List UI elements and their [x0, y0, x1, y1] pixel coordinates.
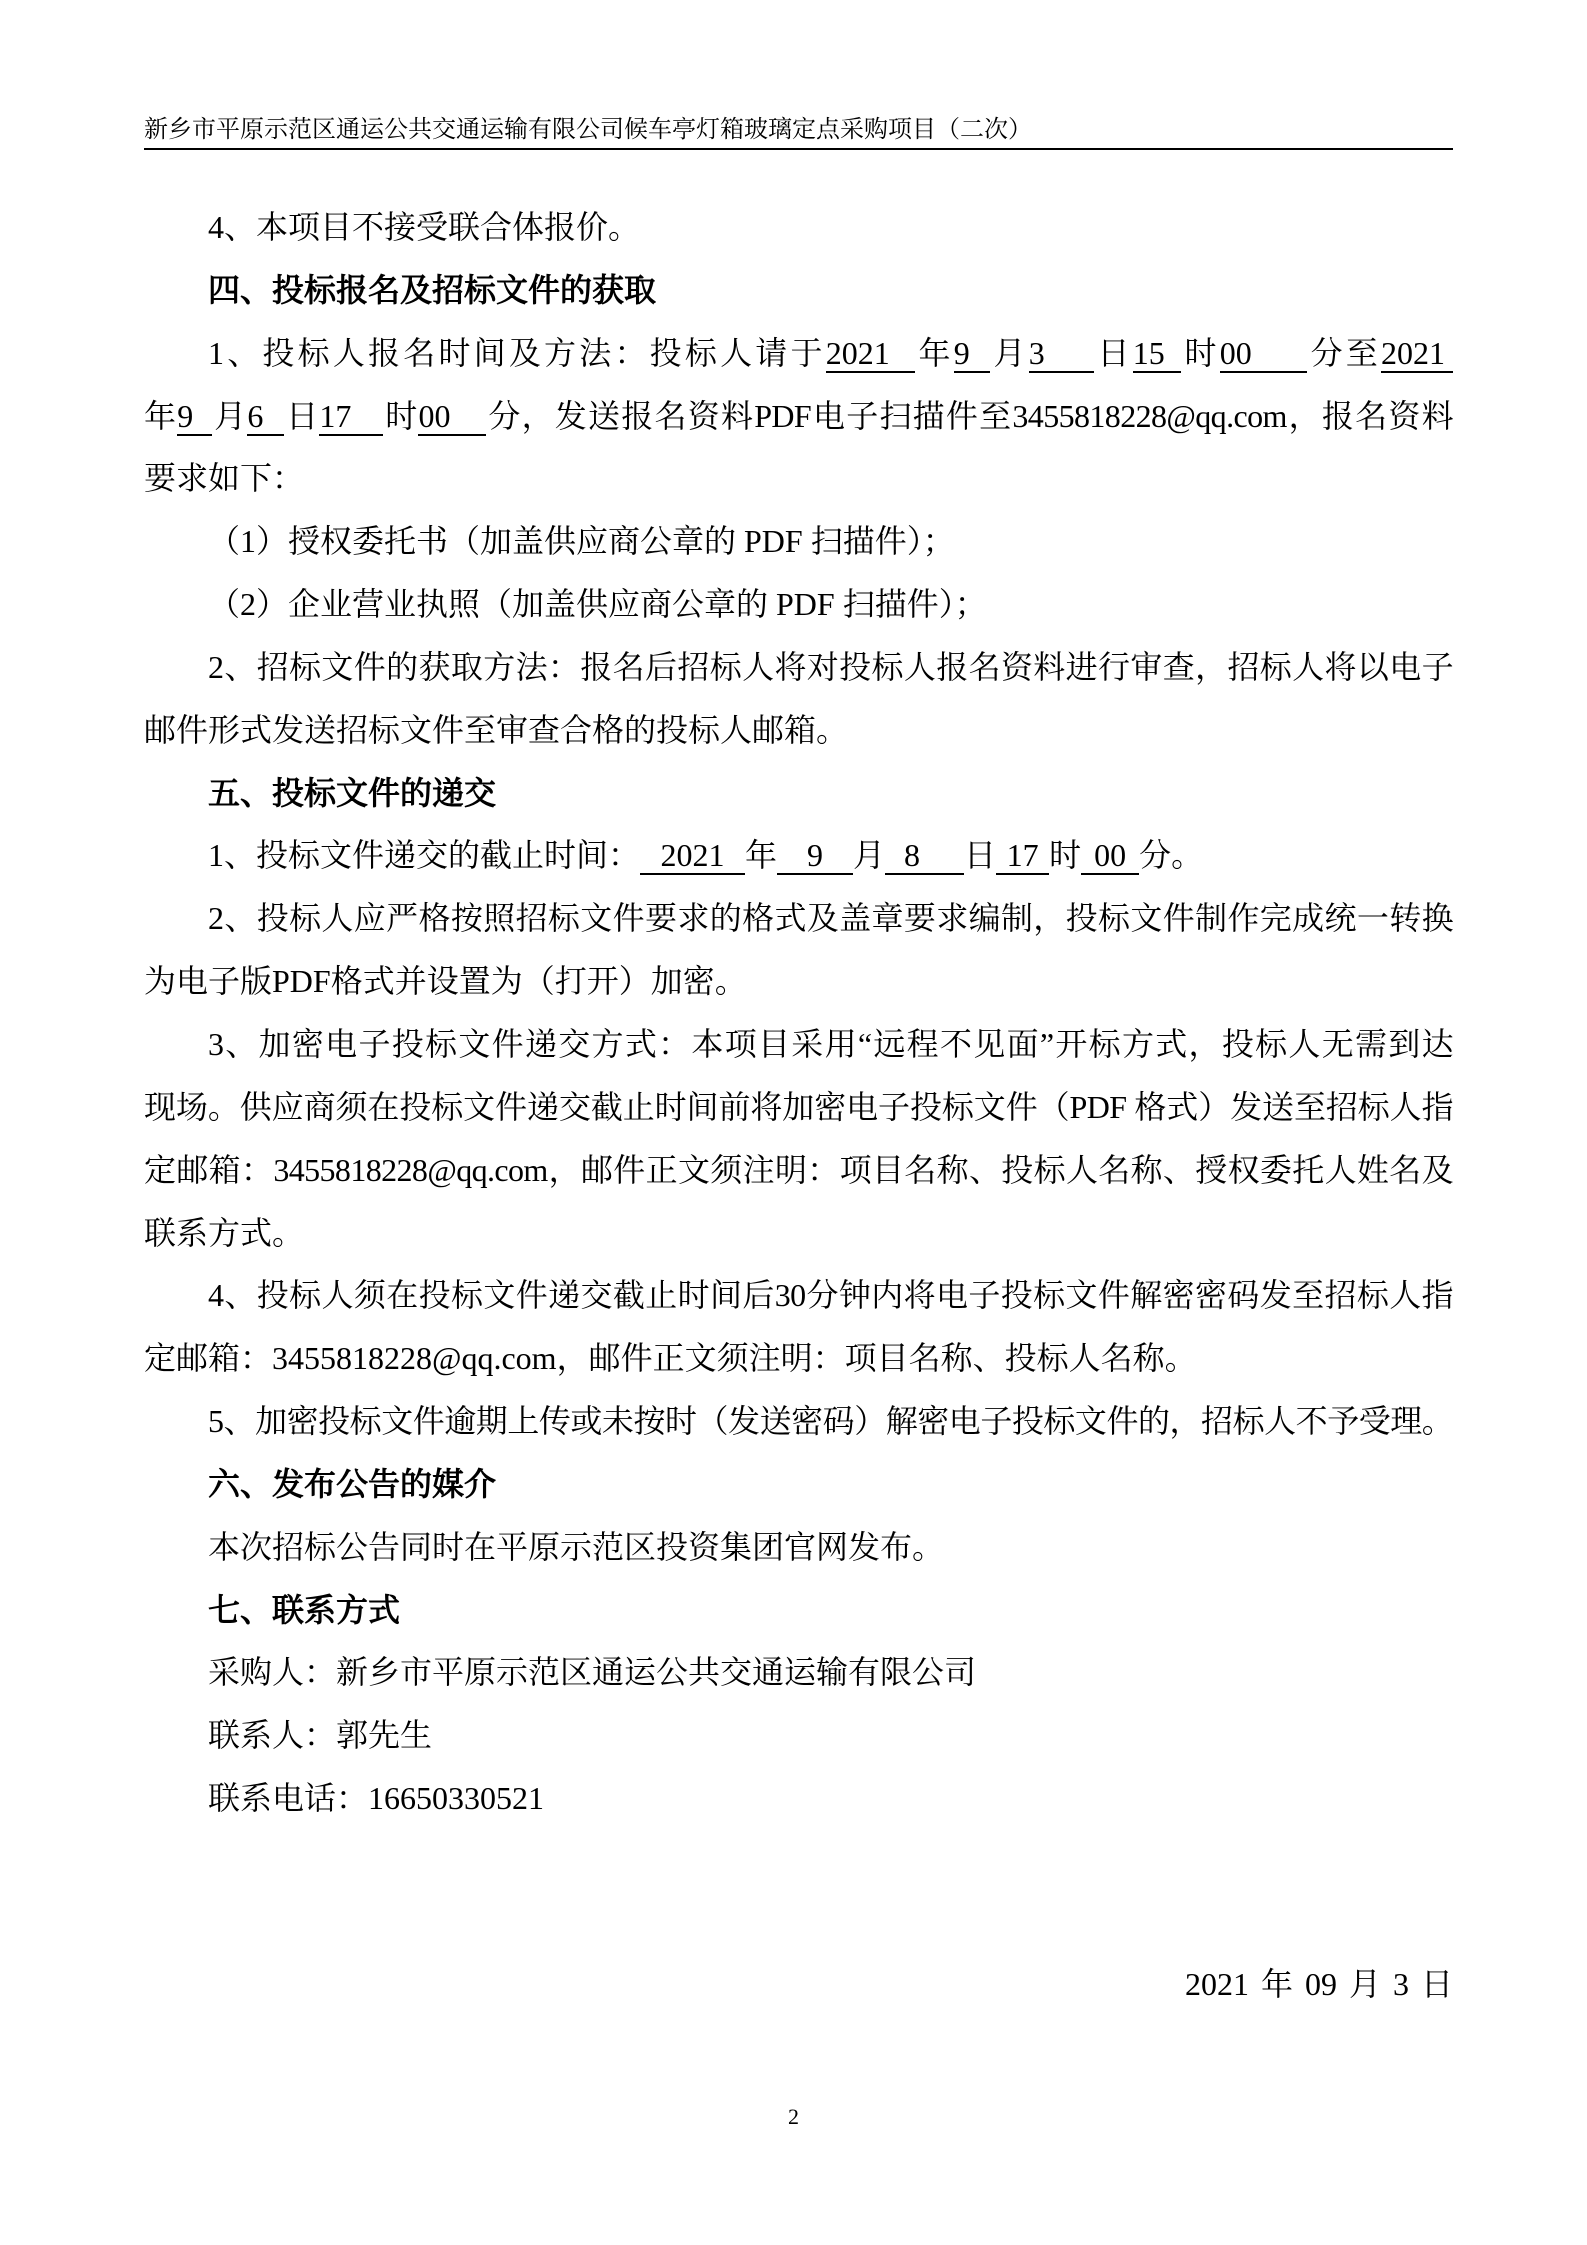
purchaser-line: 采购人：新乡市平原示范区通运公共交通运输有限公司	[208, 1654, 977, 1691]
registration-start-hour: 15	[1133, 335, 1181, 373]
document-access-line-1: 2、招标文件的获取方法：报名后招标人将对投标人报名资料进行审查，招标人将以电子	[208, 648, 1453, 685]
unit-month: 月	[853, 837, 886, 874]
section-6-heading: 六、发布公告的媒介	[208, 1465, 497, 1502]
submission-deadline-line	[144, 824, 1453, 887]
document-body	[144, 196, 1453, 1830]
item-no-consortium: 4、本项目不接受联合体报价。	[208, 209, 641, 245]
registration-line-2	[144, 385, 1453, 448]
registration-lead: 1、投标人报名时间及方法：投标人请于	[208, 334, 826, 371]
registration-line-1	[144, 322, 1453, 385]
unit-month: 月	[989, 334, 1029, 371]
deadline-lead: 1、投标文件递交的截止时间：	[208, 837, 641, 874]
unit-month: 月	[212, 397, 248, 434]
deadline-year: 2021	[640, 837, 745, 875]
document-access-line-2: 邮件形式发送招标文件至审查合格的投标人邮箱。	[144, 711, 849, 748]
deadline-hour: 17	[996, 837, 1049, 875]
contact-person-line: 联系人：郭先生	[208, 1717, 433, 1754]
section-7-heading: 七、联系方式	[208, 1591, 401, 1628]
submission-line-1: 3、加密电子投标文件递交方式：本项目采用“远程不见面”开标方式，投标人无需到达	[208, 1025, 1453, 1062]
decryption-line-2: 定邮箱：3455818228@qq.com，邮件正文须注明：项目名称、投标人名称。	[144, 1340, 1197, 1377]
submission-line-4: 联系方式。	[144, 1214, 305, 1251]
deadline-day: 8	[885, 837, 964, 875]
section-4-heading: 四、投标报名及招标文件的获取	[208, 271, 657, 308]
registration-end-month: 9	[177, 398, 212, 436]
registration-send-text: ，发送报名资料PDF电子扫描件至	[521, 397, 1013, 434]
registration-end-hour: 17	[319, 398, 383, 436]
registration-start-month: 9	[954, 335, 990, 373]
deadline-month: 9	[777, 837, 853, 875]
unit-hour: 时	[1180, 334, 1220, 371]
format-line-1: 2、投标人应严格按照招标文件要求的格式及盖章要求编制，投标文件制作完成统一转换	[208, 900, 1453, 937]
unit-year: 年	[914, 334, 954, 371]
registration-start-minute: 00	[1220, 335, 1307, 373]
unit-hour: 时	[383, 397, 419, 434]
running-header: 新乡市平原示范区通运公共交通运输有限公司候车亭灯箱玻璃定点采购项目（二次）	[144, 117, 1032, 143]
registration-tail: 要求如下：	[144, 460, 305, 497]
issue-date: 2021 年 09 月 3 日	[1184, 1966, 1453, 2002]
registration-start-day: 3	[1029, 335, 1094, 373]
requirement-item: （1）授权委托书（加盖供应商公章的 PDF 扫描件）；	[208, 523, 955, 560]
page-number: 2	[788, 2104, 799, 2129]
unit-day: 日	[284, 397, 320, 434]
unit-minute: 分	[486, 397, 522, 434]
unit-minute: 分。	[1139, 837, 1204, 874]
section-5-heading: 五、投标文件的递交	[208, 774, 497, 811]
publication-media-text: 本次招标公告同时在平原示范区投资集团官网发布。	[208, 1528, 945, 1565]
unit-day: 日	[964, 837, 997, 874]
registration-end-minute: 00	[418, 398, 486, 436]
deadline-minute: 00	[1081, 837, 1139, 875]
rejection-line: 5、加密投标文件逾期上传或未按时（发送密码）解密电子投标文件的，招标人不予受理。	[208, 1403, 1453, 1440]
registration-end-year: 2021	[1381, 335, 1453, 373]
unit-year: 年	[745, 837, 778, 874]
submission-line-2: 现场。供应商须在投标文件递交截止时间前将加密电子投标文件（PDF 格式）发送至招标人指	[144, 1088, 1453, 1125]
header-rule	[144, 148, 1453, 150]
submission-line-3: 定邮箱：3455818228@qq.com，邮件正文须注明：项目名称、投标人名称、授权委托人姓名及	[144, 1151, 1453, 1188]
unit-day: 日	[1093, 334, 1133, 371]
unit-hour: 时	[1049, 837, 1082, 874]
requirement-item: （2）企业营业执照（加盖供应商公章的 PDF 扫描件）；	[208, 586, 987, 623]
registration-email: 3455818228@qq.com	[1012, 397, 1287, 434]
unit-minute-to: 分至	[1306, 334, 1381, 371]
registration-after-email: ，报名资料	[1286, 397, 1453, 434]
contact-phone-line: 联系电话：16650330521	[208, 1780, 545, 1817]
unit-year: 年	[144, 397, 178, 434]
registration-end-day: 6	[247, 398, 284, 436]
decryption-line-1: 4、投标人须在投标文件递交截止时间后30分钟内将电子投标文件解密密码发至招标人指	[208, 1277, 1453, 1314]
format-line-2: 为电子版PDF格式并设置为（打开）加密。	[144, 963, 747, 1000]
registration-start-year: 2021	[826, 335, 915, 373]
